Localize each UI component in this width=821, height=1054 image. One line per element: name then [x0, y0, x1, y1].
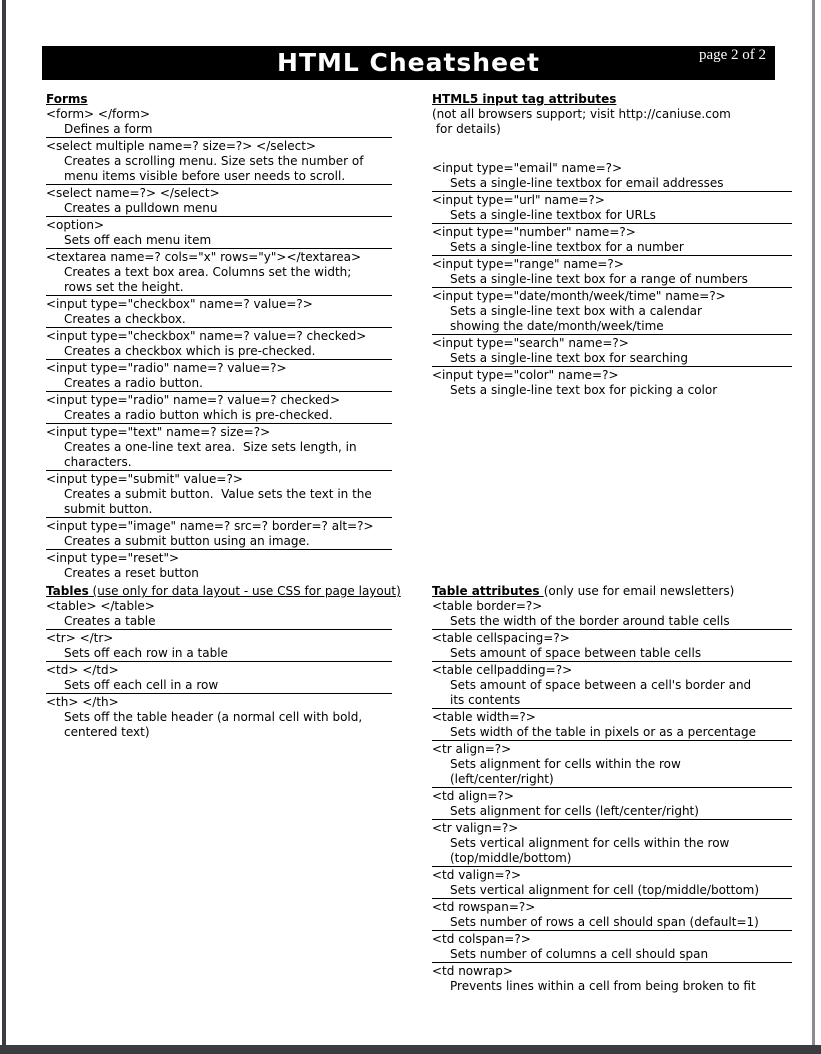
entry-description-line: Creates a submit button. Value sets the text in the — [64, 487, 372, 501]
entry-tag-line: <td> </td> — [46, 663, 119, 677]
section-entries — [432, 599, 792, 994]
entry-tag-line: <input type="url" name=?> — [432, 193, 605, 207]
cheatsheet-entry — [432, 336, 792, 367]
cheatsheet-entry — [432, 257, 792, 288]
entry-tag-line: <tr align=?> — [432, 742, 512, 756]
entry-tag-line: <input type="radio" name=? value=? checked> — [46, 393, 341, 407]
entry-tag-line: <input type="checkbox" name=? value=?> — [46, 297, 313, 311]
entry-description-line: Sets a single-line textbox for email addresses — [450, 176, 724, 190]
page-left-edge — [2, 0, 6, 1054]
cheatsheet-entry — [46, 663, 392, 694]
section — [46, 92, 392, 581]
entry-description-line: (left/center/right) — [450, 772, 554, 786]
section — [46, 584, 401, 740]
entry-description-line: Sets a single-line text box for searching — [450, 351, 689, 365]
entry-description-line: Creates a checkbox. — [64, 312, 186, 326]
section-heading — [432, 584, 792, 599]
cheatsheet-entry — [46, 393, 392, 424]
cheatsheet-entry — [46, 361, 392, 392]
entry-tag-line: <table> </table> — [46, 599, 155, 613]
entry-description-line: Sets off the table header (a normal cell with bold, — [64, 710, 363, 724]
section-heading — [46, 584, 401, 599]
tables-section-slot — [46, 584, 401, 741]
entry-tag-line: <select multiple name=? size=?> </select> — [46, 139, 316, 153]
entry-description-line: Sets amount of space between table cells — [450, 646, 702, 660]
entry-description-line: Prevents lines within a cell from being broken to fit — [450, 979, 756, 993]
entry-description-line: Sets a single-line textbox for URLs — [450, 208, 656, 222]
note-line: (not all browsers support; visit http://caniuse.com — [432, 107, 731, 121]
entry-tag-line: <td colspan=?> — [432, 932, 531, 946]
entry-description-line: Sets amount of space between a cell's border and — [450, 678, 752, 692]
cheatsheet-entry — [432, 789, 792, 820]
entry-tag-line: <input type="text" name=? size=?> — [46, 425, 271, 439]
entry-description-line: Sets off each cell in a row — [64, 678, 219, 692]
entry-description-line: characters. — [64, 455, 132, 469]
section-entries — [46, 107, 392, 581]
entry-tag-line: <table cellspacing=?> — [432, 631, 570, 645]
section — [432, 584, 792, 994]
section-title: Forms — [46, 92, 88, 106]
entry-description-line: Sets vertical alignment for cells within the row — [450, 836, 730, 850]
entry-description-line: its contents — [450, 693, 521, 707]
section-entries — [46, 599, 392, 740]
entry-description-line: Sets a single-line text box for picking a color — [450, 383, 718, 397]
entry-tag-line: <input type="number" name=?> — [432, 225, 636, 239]
cheatsheet-entry — [432, 964, 792, 994]
cheatsheet-entry — [46, 519, 392, 550]
entry-tag-line: <tr> </tr> — [46, 631, 114, 645]
entry-tag-line: <input type="checkbox" name=? value=? checked> — [46, 329, 367, 343]
section-title: Table attributes — [432, 584, 544, 598]
page-right-edge — [812, 0, 815, 1054]
entry-tag-line: <table width=?> — [432, 710, 536, 724]
section-title-suffix: (use only for data layout - use CSS for page layout) — [88, 584, 401, 598]
page-bottom-edge — [0, 1045, 821, 1054]
entry-tag-line: <table border=?> — [432, 599, 543, 613]
entry-description-line: Sets the width of the border around table cells — [450, 614, 730, 628]
entry-description-line: Creates a radio button. — [64, 376, 203, 390]
entry-tag-line: <input type="submit" value=?> — [46, 472, 243, 486]
entry-tag-line: <input type="email" name=?> — [432, 161, 623, 175]
section — [432, 92, 792, 398]
page-number: page 2 of 2 — [698, 47, 766, 63]
entry-description-line: Creates a text box area. Columns set the width; — [64, 265, 352, 279]
entry-description-line: Creates a pulldown menu — [64, 201, 218, 215]
entry-description-line: Sets alignment for cells within the row — [450, 757, 681, 771]
cheatsheet-entry — [46, 599, 392, 630]
cheatsheet-entry — [46, 297, 392, 328]
cheatsheet-entry — [432, 631, 792, 662]
entry-tag-line: <select name=?> </select> — [46, 186, 220, 200]
entry-tag-line: <input type="date/month/week/time" name=?> — [432, 289, 726, 303]
page-title: HTML Cheatsheet — [277, 48, 540, 77]
entry-tag-line: <tr valign=?> — [432, 821, 519, 835]
entry-tag-line: <input type="range" name=?> — [432, 257, 624, 271]
entry-tag-line: <td rowspan=?> — [432, 900, 536, 914]
cheatsheet-entry — [432, 821, 792, 867]
entry-description-line: Creates a table — [64, 614, 156, 628]
entry-description-line: Defines a form — [64, 122, 153, 136]
cheatsheet-entry — [46, 551, 392, 581]
cheatsheet-entry — [46, 631, 392, 662]
cheatsheet-entry — [432, 742, 792, 788]
cheatsheet-entry — [46, 186, 392, 217]
entry-tag-line: <textarea name=? cols="x" rows="y"></textarea> — [46, 250, 362, 264]
entry-description-line: rows set the height. — [64, 280, 184, 294]
entry-description-line: Sets number of rows a cell should span (default=1) — [450, 915, 759, 929]
cheatsheet-entry — [46, 107, 392, 138]
entry-tag-line: <input type="image" name=? src=? border=? alt=?> — [46, 519, 374, 533]
cheatsheet-entry — [46, 329, 392, 360]
entry-tag-line: <input type="reset"> — [46, 551, 180, 565]
cheatsheet-entry — [432, 289, 792, 335]
html5-attributes-section-slot — [432, 92, 792, 399]
entry-description-line: Sets a single-line textbox for a number — [450, 240, 684, 254]
cheatsheet-entry — [432, 225, 792, 256]
section-heading — [46, 92, 392, 107]
entry-tag-line: <input type="color" name=?> — [432, 368, 619, 382]
entry-tag-line: <td nowrap> — [432, 964, 513, 978]
entry-tag-line: <form> </form> — [46, 107, 151, 121]
cheatsheet-entry — [432, 932, 792, 963]
entry-description-line: submit button. — [64, 502, 153, 516]
entry-description-line: showing the date/month/week/time — [450, 319, 664, 333]
entry-description-line: Creates a scrolling menu. Size sets the number of — [64, 154, 364, 168]
entry-description-line: Sets a single-line text box with a calendar — [450, 304, 702, 318]
entry-description-line: menu items visible before user needs to scroll. — [64, 169, 346, 183]
cheatsheet-entry — [432, 193, 792, 224]
title-bar — [42, 46, 775, 80]
entry-description-line: Creates a one-line text area. Size sets length, in — [64, 440, 357, 454]
section-note — [432, 107, 792, 137]
cheatsheet-entry — [46, 425, 392, 471]
cheatsheet-entry — [432, 663, 792, 709]
entry-description-line: Sets width of the table in pixels or as a percentage — [450, 725, 756, 739]
entry-description-line: Creates a checkbox which is pre-checked. — [64, 344, 316, 358]
section-title: HTML5 input tag attributes — [432, 92, 617, 106]
cheatsheet-entry — [46, 218, 392, 249]
entry-description-line: Creates a radio button which is pre-checked. — [64, 408, 333, 422]
cheatsheet-entry — [432, 368, 792, 398]
cheatsheet-entry — [432, 868, 792, 899]
entry-tag-line: <th> </th> — [46, 695, 119, 709]
entry-description-line: Creates a reset button — [64, 566, 199, 580]
cheatsheet-entry — [432, 161, 792, 192]
cheatsheet-entry — [46, 472, 392, 518]
entry-tag-line: <table cellpadding=?> — [432, 663, 573, 677]
entry-tag-line: <option> — [46, 218, 105, 232]
cheatsheet-entry — [432, 710, 792, 741]
forms-section-slot — [46, 92, 392, 582]
entry-description-line: (top/middle/bottom) — [450, 851, 572, 865]
entry-tag-line: <input type="radio" name=? value=?> — [46, 361, 287, 375]
section-title: Tables — [46, 584, 89, 598]
section-title-suffix: (only use for email newsletters) — [543, 584, 735, 598]
section-entries — [432, 161, 792, 398]
note-line: for details) — [432, 122, 501, 136]
cheatsheet-entry — [432, 599, 792, 630]
entry-description-line: Sets alignment for cells (left/center/right) — [450, 804, 699, 818]
entry-tag-line: <td align=?> — [432, 789, 514, 803]
entry-description-line: centered text) — [64, 725, 150, 739]
entry-tag-line: <input type="search" name=?> — [432, 336, 629, 350]
cheatsheet-entry — [46, 695, 392, 740]
entry-description-line: Creates a submit button using an image. — [64, 534, 310, 548]
cheatsheet-entry — [46, 250, 392, 296]
cheatsheet-entry — [432, 900, 792, 931]
entry-description-line: Sets vertical alignment for cell (top/middle/bottom) — [450, 883, 760, 897]
cheatsheet-entry — [46, 139, 392, 185]
section-heading — [432, 92, 792, 107]
entry-description-line: Sets number of columns a cell should span — [450, 947, 709, 961]
table-attributes-section-slot — [432, 584, 792, 995]
entry-tag-line: <td valign=?> — [432, 868, 522, 882]
entry-description-line: Sets off each menu item — [64, 233, 212, 247]
entry-description-line: Sets off each row in a table — [64, 646, 228, 660]
entry-description-line: Sets a single-line text box for a range of numbers — [450, 272, 748, 286]
